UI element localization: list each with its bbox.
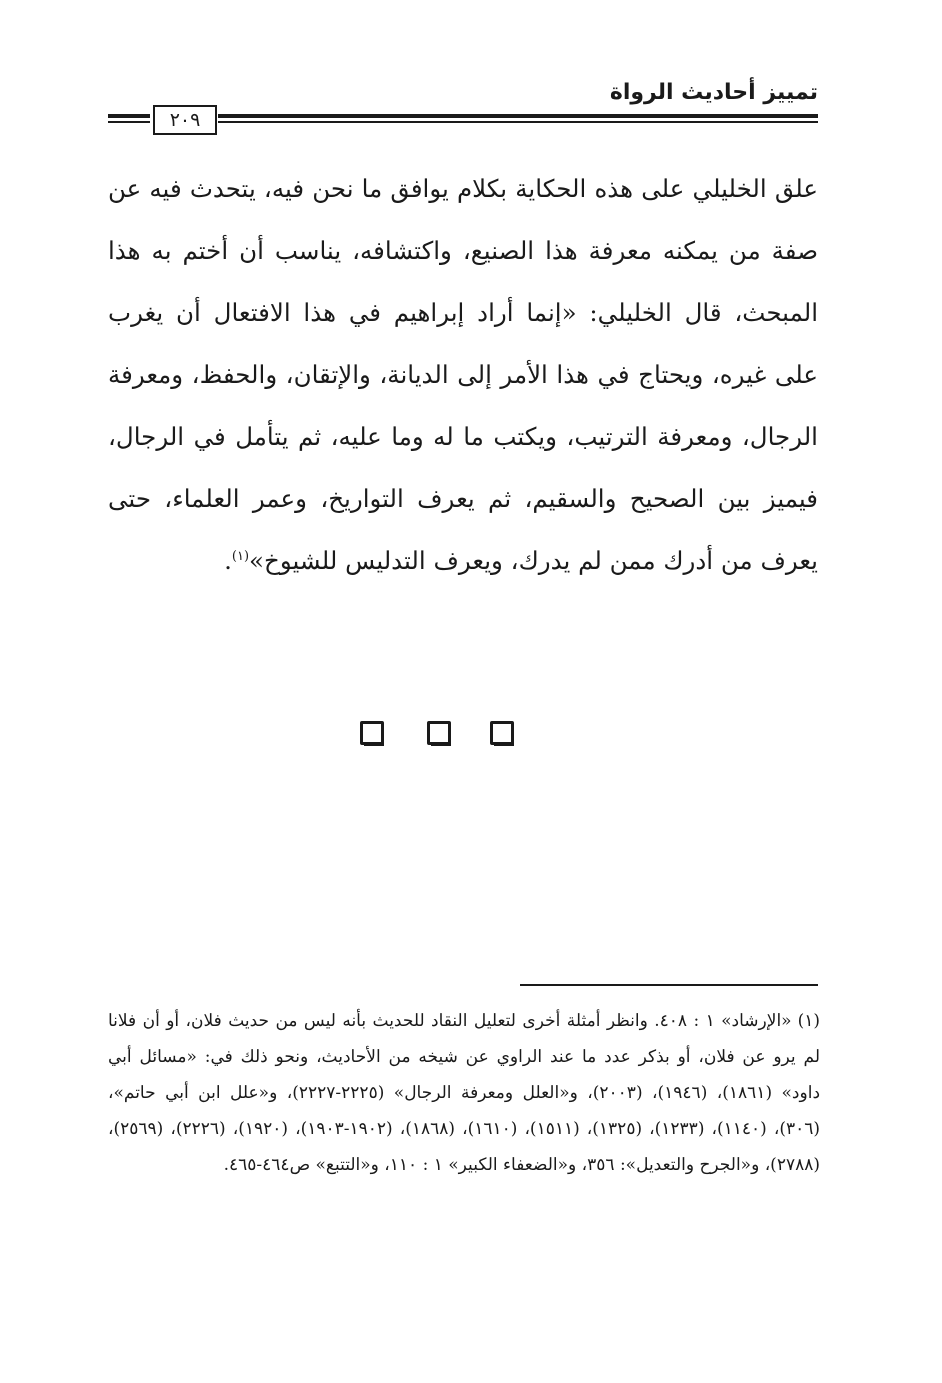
- section-end-ornament: [360, 721, 520, 745]
- running-title: تمييز أحاديث الرواة: [609, 80, 818, 105]
- footnote-separator: [520, 984, 818, 986]
- header-rule-thick: [218, 114, 818, 118]
- page-header: [108, 80, 818, 130]
- page-number: ٢٠٩: [153, 105, 217, 135]
- footnote-number: (١): [797, 1011, 821, 1031]
- header-rule-left-thin: [108, 121, 150, 123]
- square-icon: [427, 721, 451, 745]
- footnote-text: «الإرشاد» ١ : ٤٠٨. وانظر أمثلة أخرى لتعليل النقاد للحديث بأنه ليس من حديث فلان، أو أن فلانا لم يرو عن فلان، أو بذكر عدد ما عند الراوي عن شيخه من الأحاديث، ونحو ذلك في: «مسائل أبي داود» (١٨٦١)، (١٩٤٦)، (٢٠٠٣)، و«العلل ومعرفة الرجال» (٢٢٢٥-٢٢٢٧)، و«علل ابن أبي حاتم»، (٣٠٦)، (١١٤٠)، (١٢٣٣)، (١٣٢٥)، (١٥١١)، (١٦١٠)، (١٨٦٨)، (١٩٠٢-١٩٠٣)، (١٩٢٠)، (٢٢٢٦)، (٢٥٦٩)، (٢٧٨٨)، و«الجرح والتعديل»: ٣٥٦، و«الضعفاء الكبير» ١ : ١١٠، و«التتبع» ص٤٦٤-٤٦٥.: [108, 1011, 821, 1175]
- square-icon: [490, 721, 514, 745]
- end-punctuation: .: [224, 546, 232, 575]
- body-paragraph: [108, 158, 818, 592]
- footnote-1: [108, 1003, 820, 1183]
- header-rule-left-thick: [108, 114, 150, 118]
- body-text: علق الخليلي على هذه الحكاية بكلام يوافق ما نحن فيه، يتحدث فيه عن صفة من يمكنه معرفة هذا الصنيع، واكتشافه، يناسب أن أختم به هذا المبحث، قال الخليلي: «إنما أراد إبراهيم في هذا الافتعال أن يغرب على غيره، ويحتاج في هذا الأمر إلى الديانة، والإتقان، والحفظ، ومعرفة الرجال، ومعرفة الترتيب، ويكتب ما له وما عليه، ثم يتأمل في الرجال، فيميز بين الصحيح والسقيم، ثم يعرف التواريخ، وعمر العلماء، حتى يعرف من أدرك ممن لم يدرك، ويعرف التدليس للشيوخ»: [108, 174, 818, 575]
- header-rule-thin: [218, 121, 818, 123]
- footnote-reference[interactable]: (١): [231, 548, 250, 564]
- square-icon: [360, 721, 384, 745]
